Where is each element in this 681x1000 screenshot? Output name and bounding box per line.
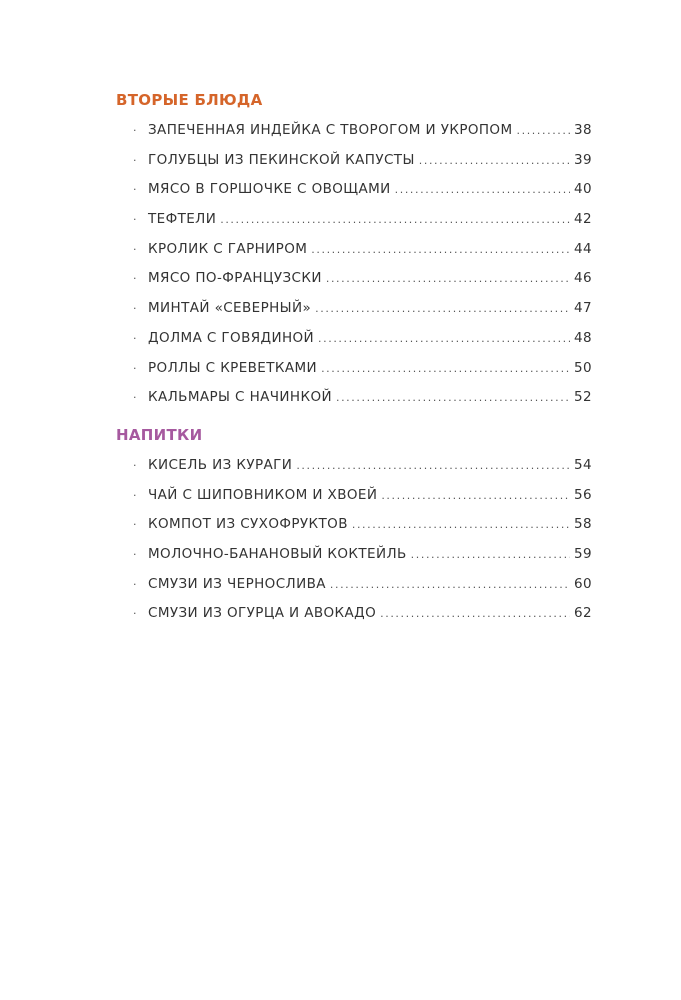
toc-entry[interactable] [116,599,592,629]
page-number: 56 [574,486,592,503]
toc-entry[interactable] [116,481,592,511]
toc-entry[interactable] [116,324,592,354]
toc-entry[interactable] [116,451,592,481]
entry-list [116,116,592,413]
entry-title: МЯСО В ГОРШОЧКЕ С ОВОЩАМИ [148,181,391,198]
bullet-icon: · [133,302,137,316]
bullet-icon: · [133,391,137,405]
dot-leader [318,324,570,354]
entry-title: РОЛЛЫ С КРЕВЕТКАМИ [148,359,318,376]
dot-leader [352,510,570,540]
bullet-icon: · [133,458,137,472]
entry-title: ТЕФТЕЛИ [148,211,217,228]
toc-entry[interactable] [116,510,592,540]
dot-leader [411,540,570,570]
page-number: 50 [574,359,592,376]
entry-title: КИСЕЛЬ ИЗ КУРАГИ [148,456,293,473]
entry-title: МЯСО ПО-ФРАНЦУЗСКИ [148,270,322,287]
toc-entry[interactable] [116,294,592,324]
page-number: 54 [574,456,592,473]
dot-leader [220,205,570,235]
page-number: 62 [574,605,592,622]
toc-entry[interactable] [116,116,592,146]
bullet-icon: · [133,361,137,375]
entry-title: ГОЛУБЦЫ ИЗ ПЕКИНСКОЙ КАПУСТЫ [148,151,415,168]
entry-title: КОМПОТ ИЗ СУХОФРУКТОВ [148,516,348,533]
bullet-icon: · [133,213,137,227]
dot-leader [296,451,570,481]
dot-leader [517,116,571,146]
bullet-icon: · [133,124,137,137]
page-number: 59 [574,545,592,562]
dot-leader [419,146,570,176]
bullet-icon: · [133,547,137,561]
toc-entry[interactable] [116,175,592,205]
page-number: 47 [574,300,592,317]
bullet-icon: · [133,272,137,286]
entry-list [116,451,592,629]
entry-title: СМУЗИ ИЗ ОГУРЦА И АВОКАДО [148,605,377,622]
bullet-icon: · [133,183,137,197]
section-main-dishes [116,88,592,413]
bullet-icon: · [133,518,137,532]
dot-leader [315,294,570,324]
dot-leader [326,264,570,294]
entry-title: ЗАПЕЧЕННАЯ ИНДЕЙКА С ТВОРОГОМ И УКРОПОМ [148,122,513,138]
dot-leader [321,354,570,384]
section-drinks [116,423,592,629]
table-of-contents [116,88,592,629]
page-number: 60 [574,575,592,592]
dot-leader [380,599,570,629]
dot-leader [381,481,570,511]
page-number: 44 [574,240,592,257]
page-number: 58 [574,516,592,533]
page-number: 38 [574,122,592,138]
toc-entry[interactable] [116,540,592,570]
page-number: 46 [574,270,592,287]
page-number: 52 [574,389,592,406]
toc-entry[interactable] [116,205,592,235]
bullet-icon: · [133,577,137,591]
page-number: 40 [574,181,592,198]
entry-title: КРОЛИК С ГАРНИРОМ [148,240,308,257]
toc-entry[interactable] [116,146,592,176]
toc-entry[interactable] [116,383,592,413]
section-title: НАПИТКИ [116,425,203,444]
bullet-icon: · [133,488,137,502]
dot-leader [336,383,570,413]
dot-leader [311,235,570,265]
page-number: 42 [574,211,592,228]
section-title: ВТОРЫЕ БЛЮДА [116,91,263,109]
dot-leader [395,175,570,205]
dot-leader [330,570,570,600]
toc-entry[interactable] [116,235,592,265]
entry-title: МИНТАЙ «СЕВЕРНЫЙ» [148,300,312,317]
toc-entry[interactable] [116,354,592,384]
page-number: 48 [574,329,592,346]
page-number: 39 [574,151,592,168]
bullet-icon: · [133,331,137,345]
bullet-icon: · [133,607,137,621]
bullet-icon: · [133,242,137,256]
toc-entry[interactable] [116,570,592,600]
toc-entry[interactable] [116,264,592,294]
bullet-icon: · [133,153,137,167]
entry-title: ДОЛМА С ГОВЯДИНОЙ [148,329,315,346]
entry-title: СМУЗИ ИЗ ЧЕРНОСЛИВА [148,575,326,592]
entry-title: МОЛОЧНО-БАНАНОВЫЙ КОКТЕЙЛЬ [148,545,407,562]
entry-title: КАЛЬМАРЫ С НАЧИНКОЙ [148,389,332,406]
entry-title: ЧАЙ С ШИПОВНИКОМ И ХВОЕЙ [148,486,378,503]
